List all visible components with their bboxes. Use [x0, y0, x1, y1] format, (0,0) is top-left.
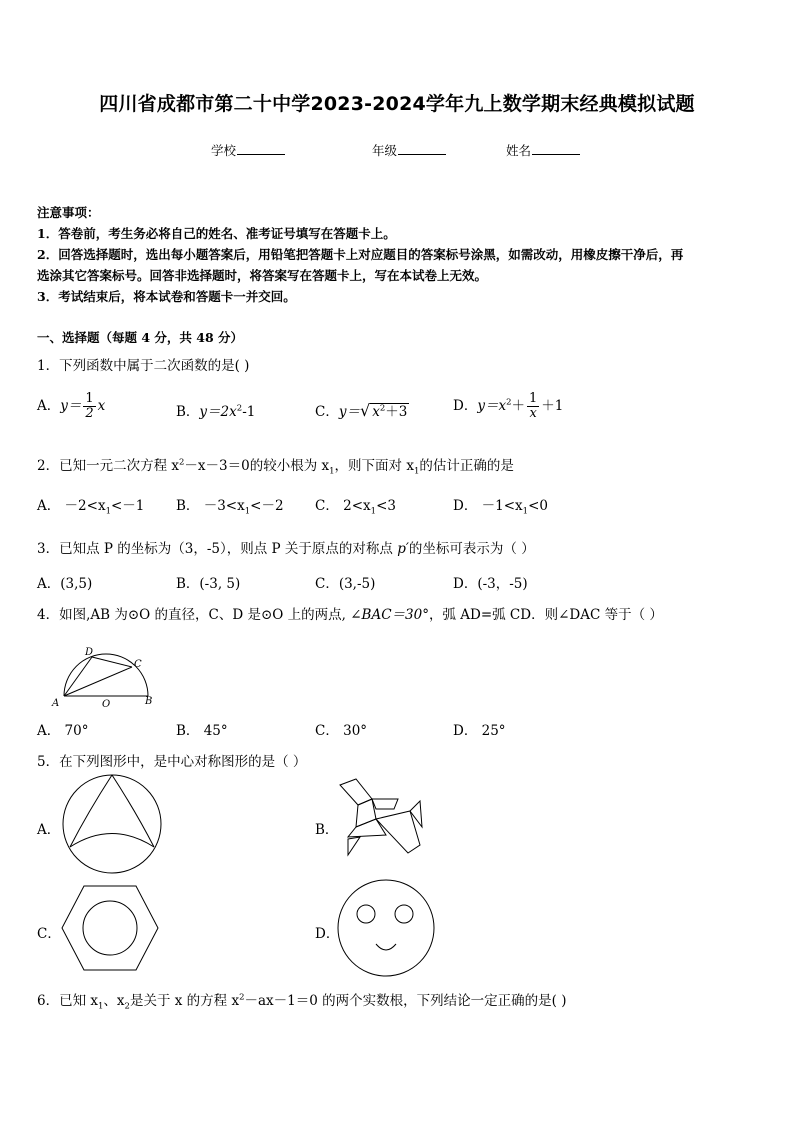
notice-item: 1．答卷前，考生务必将自己的姓名、准考证号填写在答题卡上。: [37, 226, 396, 241]
q1-option-b: [176, 400, 255, 420]
stem-text: 4．如图,AB 为⊙O 的直径，C、D 是⊙O 上的两点,: [37, 607, 351, 623]
stem-text: ，弧 AD=弧 CD．则∠DAC 等于（ ）: [428, 607, 663, 623]
q2-option-d: [453, 494, 548, 517]
q5-option-b-label: B．: [315, 822, 339, 838]
option-label: B．: [176, 404, 200, 420]
numerator: 1: [529, 391, 538, 406]
option-label: D．: [453, 398, 478, 414]
hexagon: [62, 886, 158, 970]
grade-field: [372, 141, 446, 159]
section-heading: 一、选择题（每题 4 分，共 48 分）: [37, 330, 244, 345]
shape-part-7: [348, 837, 360, 855]
stem-text: 是关于 x 的方程 x: [129, 993, 240, 1009]
question-5-stem: 5．在下列图形中，是中心对称图形的是（ ）: [37, 754, 307, 770]
math-text: ＋: [511, 398, 525, 414]
option-label: A．: [37, 398, 61, 414]
math-text: －1<x: [481, 498, 523, 514]
fraction: [83, 392, 95, 421]
superscript: 2: [506, 397, 512, 408]
q3-option-d: D．(-3，-5): [453, 576, 528, 592]
grade-blank: [398, 142, 446, 155]
subscript: 1: [105, 506, 111, 517]
q4-option-c: C． 30°: [315, 723, 368, 739]
denominator: x: [529, 406, 537, 421]
notice-item: 选涂其它答案标号。回答非选择题时，将答案写在答题卡上，写在本试卷上无效。: [37, 268, 488, 283]
grade-label: 年级: [372, 143, 398, 158]
q3-option-a: A．(3,5): [37, 576, 93, 592]
stem-text: 、x: [103, 993, 125, 1009]
stem-text: 6．已知 x: [37, 993, 98, 1009]
school-label: 学校: [211, 143, 237, 158]
stem-text: 3．已知点 P 的坐标为（3，-5），则点 P 关于原点的对称点: [37, 541, 398, 557]
shape-part-4: [376, 811, 420, 853]
math-text: p′: [397, 541, 409, 557]
option-label: C．: [315, 498, 339, 514]
superscript: 2: [236, 403, 243, 414]
stem-text: 2．已知一元二次方程 x: [37, 458, 179, 474]
school-field: [211, 141, 285, 159]
q5-option-c-label: C．: [37, 926, 61, 942]
radical-icon: √: [359, 401, 371, 420]
petal-arc-1: [70, 775, 112, 847]
subscript: 2: [124, 1001, 130, 1012]
pinwheel-shape-figure: [336, 775, 426, 863]
subscript: 1: [370, 506, 377, 517]
numerator: 1: [85, 391, 94, 406]
math-text: y＝x: [477, 398, 507, 414]
q1-option-c: [315, 400, 409, 420]
math-text: －3<x: [203, 498, 245, 514]
petal-arc-3: [70, 834, 154, 848]
math-text: x: [372, 404, 380, 420]
q1-option-d: [453, 392, 563, 421]
label-b: B: [145, 696, 153, 707]
school-blank: [237, 142, 285, 155]
semicircle-figure: [50, 640, 160, 710]
math-text: y＝: [338, 404, 360, 420]
left-eye: [357, 905, 375, 923]
q2-option-c: [315, 494, 396, 517]
right-eye: [395, 905, 413, 923]
math-text: ∠BAC＝30°: [350, 607, 429, 623]
label-o: O: [102, 699, 111, 710]
stem-text: 的坐标可表示为（ ）: [408, 541, 535, 557]
question-1-stem: 1．下列函数中属于二次函数的是( ): [37, 358, 250, 374]
q5-option-d-label: D．: [315, 926, 340, 942]
option-label: B．: [176, 498, 200, 514]
inner-circle: [83, 901, 137, 955]
math-text: ＋3: [385, 404, 408, 420]
q2-option-a: [37, 494, 144, 517]
math-text: <3: [376, 498, 396, 514]
question-2-stem: [37, 454, 514, 477]
superscript: 2: [179, 457, 185, 468]
name-label: 姓名: [506, 143, 532, 158]
stem-text: －ax－1＝0 的两个实数根，下列结论一定正确的是( ): [244, 993, 567, 1009]
petal-arc-2: [112, 775, 154, 847]
subscript: 1: [98, 1001, 104, 1012]
math-text: <－2: [250, 498, 284, 514]
stem-text: ，则下面对 x: [334, 458, 414, 474]
q1-option-a: [37, 392, 105, 421]
question-3-stem: [37, 537, 535, 557]
q2-option-b: [176, 494, 284, 517]
fraction: [527, 392, 539, 421]
math-text: ＋1: [541, 398, 564, 414]
q5-option-a-label: A．: [37, 822, 61, 838]
name-blank: [532, 142, 580, 155]
math-text: y＝: [60, 398, 82, 414]
question-6-stem: [37, 989, 566, 1012]
q3-option-b: B．(-3, 5): [176, 576, 241, 592]
three-arc-circle-figure: [60, 772, 164, 876]
face-circle: [338, 880, 434, 976]
question-4-stem: [37, 603, 663, 623]
label-c: C: [134, 659, 142, 670]
notice-item: 2．回答选择题时，选出每小题答案后，用铅笔把答题卡上对应题目的答案标号涂黑，如需改动，用橡皮擦干净后，再: [37, 247, 684, 262]
stem-text: 的估计正确的是: [419, 458, 514, 474]
shape-part-6: [348, 819, 386, 837]
q4-option-a: A． 70°: [37, 723, 89, 739]
math-text: y＝2x: [199, 404, 237, 420]
math-text: <－1: [110, 498, 145, 514]
page-title: 四川省成都市第二十中学2023-2024学年九上数学期末经典模拟试题: [99, 93, 695, 115]
notice-heading: 注意事项：: [37, 205, 100, 220]
superscript: 2: [379, 403, 386, 414]
q3-option-c: C．(3,-5): [315, 576, 376, 592]
option-label: C．: [315, 404, 339, 420]
q4-option-d: D． 25°: [453, 723, 506, 739]
label-a: A: [52, 698, 60, 709]
shape-part-5: [410, 801, 422, 827]
subscript: 1: [413, 466, 420, 477]
smiley-face-figure: [336, 878, 436, 978]
subscript: 1: [329, 466, 335, 477]
radicand: [370, 403, 409, 420]
option-label: A．: [37, 498, 61, 514]
math-text: <0: [528, 498, 548, 514]
option-label: D．: [453, 498, 478, 514]
math-text: x: [97, 398, 106, 414]
shape-part-3: [372, 799, 398, 809]
denominator: 2: [85, 406, 94, 421]
hexagon-circle-figure: [60, 882, 160, 974]
stem-text: －x－3＝0的较小根为 x: [184, 458, 330, 474]
math-text: 2<x: [343, 498, 371, 514]
label-d: D: [85, 647, 94, 658]
q4-option-b: B． 45°: [176, 723, 228, 739]
math-text: －2<x: [64, 498, 106, 514]
subscript: 1: [244, 506, 251, 517]
superscript: 2: [239, 992, 245, 1003]
notice-item: 3．考试结束后，将本试卷和答题卡一并交回。: [37, 289, 296, 304]
subscript: 1: [522, 506, 529, 517]
math-text: -1: [242, 404, 256, 420]
smile-mouth: [376, 944, 396, 950]
name-field: [506, 141, 580, 159]
